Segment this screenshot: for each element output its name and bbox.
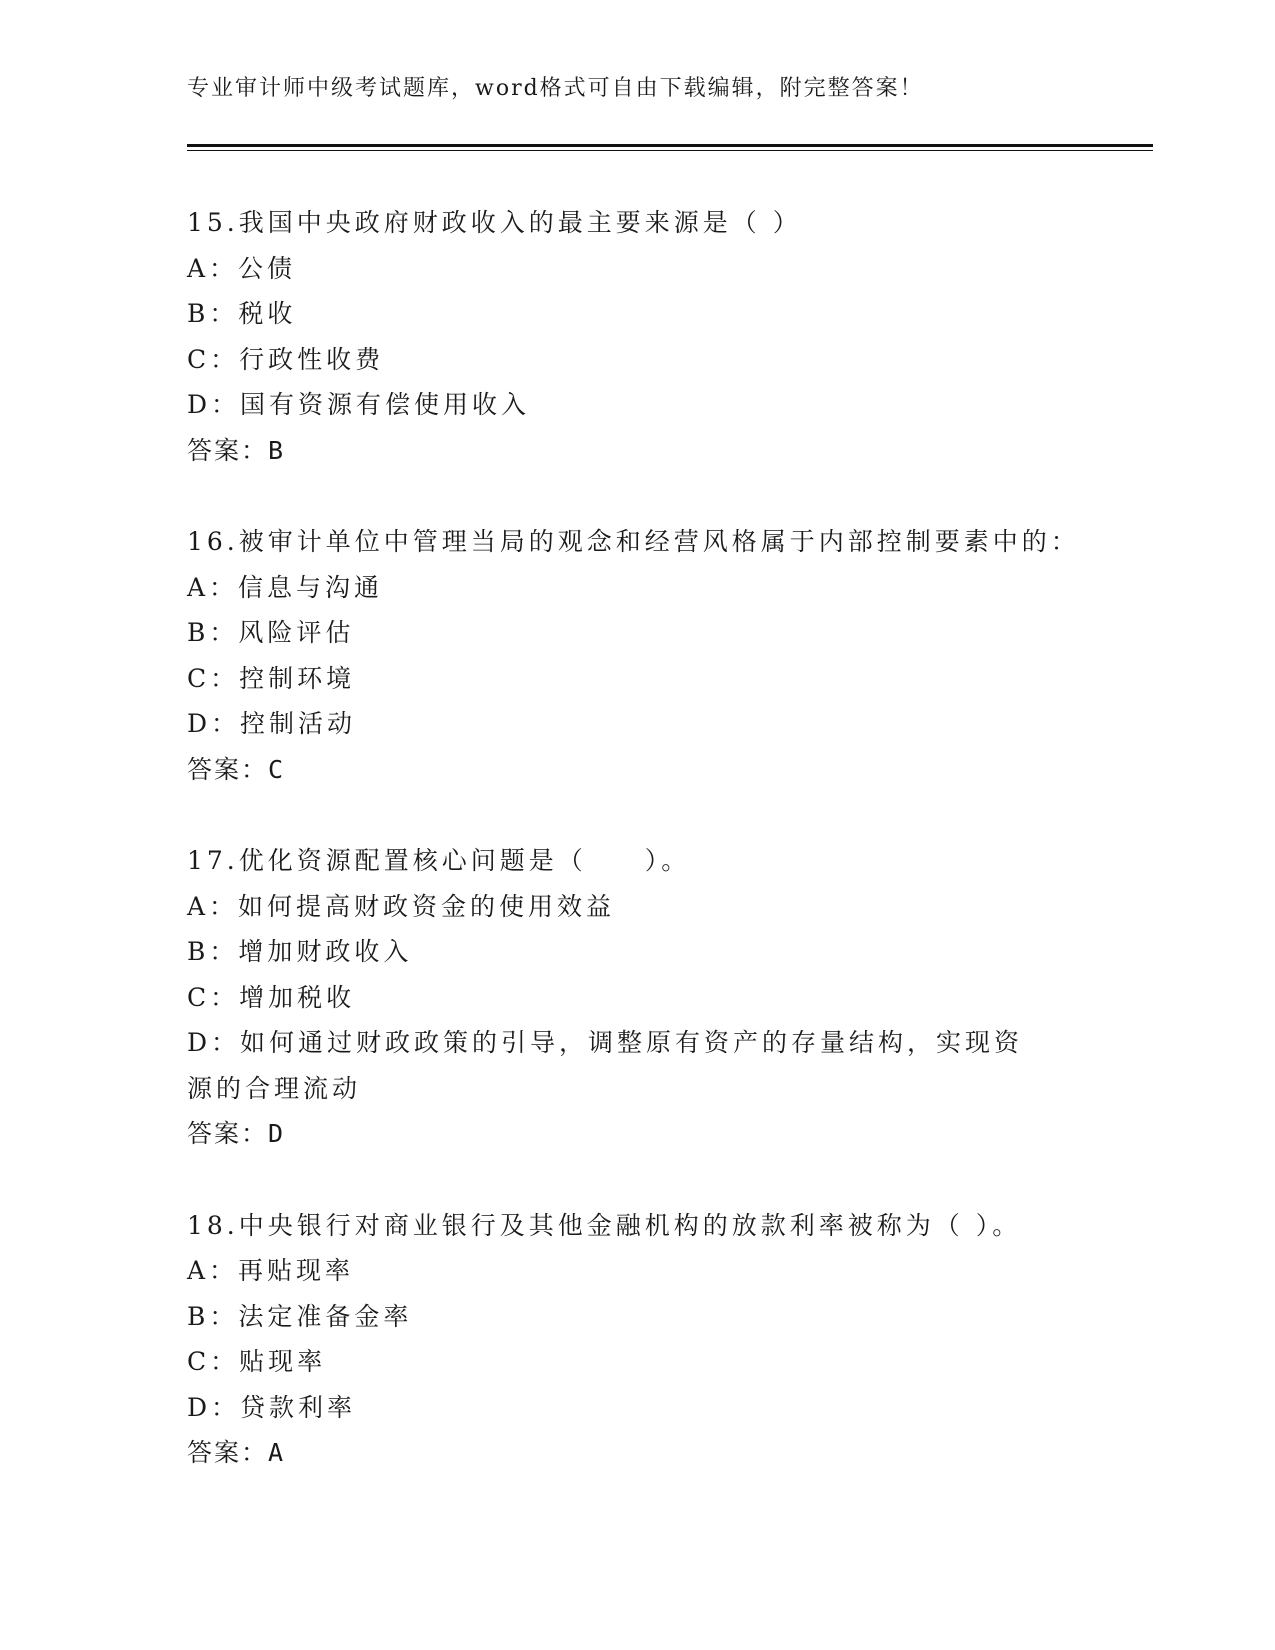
answer-value: A (268, 1438, 286, 1467)
option-a: A：再贴现率 (187, 1256, 355, 1285)
header-rule-thin (187, 150, 1153, 151)
option-d: D：贷款利率 (187, 1392, 357, 1422)
option-b: B：法定准备金率 (187, 1301, 413, 1331)
option-b: B：增加财政收入 (187, 937, 413, 966)
answer-value: B (268, 435, 286, 465)
answer-line (187, 747, 1087, 793)
option-a: A：公债 (187, 253, 297, 283)
header-rule-thick (187, 144, 1153, 147)
question-18 (187, 1203, 1087, 1476)
question-15 (187, 200, 1087, 473)
question-16 (187, 519, 1087, 792)
option-d: D：如何通过财政政策的引导，调整原有资产的存量结构，实现资源的合理流动 (187, 1028, 1024, 1103)
answer-label: 答案： (187, 435, 269, 465)
answer-label: 答案： (187, 754, 269, 784)
question-stem: 16.被审计单位中管理当局的观念和经营风格属于内部控制要素中的： (187, 527, 1080, 556)
question-stem: 15.我国中央政府财政收入的最主要来源是（ ） (187, 208, 802, 237)
option-d: D：控制活动 (187, 709, 357, 738)
option-a: A：信息与沟通 (187, 572, 384, 602)
answer-line (187, 1111, 1087, 1157)
option-c: C：贴现率 (187, 1347, 327, 1376)
option-b: B：风险评估 (187, 618, 355, 647)
answer-label: 答案： (187, 1438, 269, 1467)
question-list (187, 200, 1087, 1522)
option-d: D：国有资源有偿使用收入 (187, 390, 531, 419)
option-a: A：如何提高财政资金的使用效益 (187, 891, 616, 921)
answer-value: D (268, 1119, 286, 1148)
answer-line (187, 1430, 1087, 1476)
page-header: 专业审计师中级考试题库，word格式可自由下载编辑，附完整答案！ (187, 76, 924, 101)
answer-line (187, 428, 1087, 474)
answer-label: 答案： (187, 1119, 269, 1148)
question-stem: 17.优化资源配置核心问题是（ ）。 (187, 846, 691, 875)
option-c: C：增加税收 (187, 982, 356, 1012)
question-17 (187, 838, 1087, 1157)
option-c: C：控制环境 (187, 663, 356, 693)
option-b: B：税收 (187, 299, 297, 328)
answer-value: C (268, 754, 286, 784)
question-stem: 18.中央银行对商业银行及其他金融机构的放款利率被称为（ ）。 (187, 1210, 1022, 1240)
option-c: C：行政性收费 (187, 344, 385, 374)
